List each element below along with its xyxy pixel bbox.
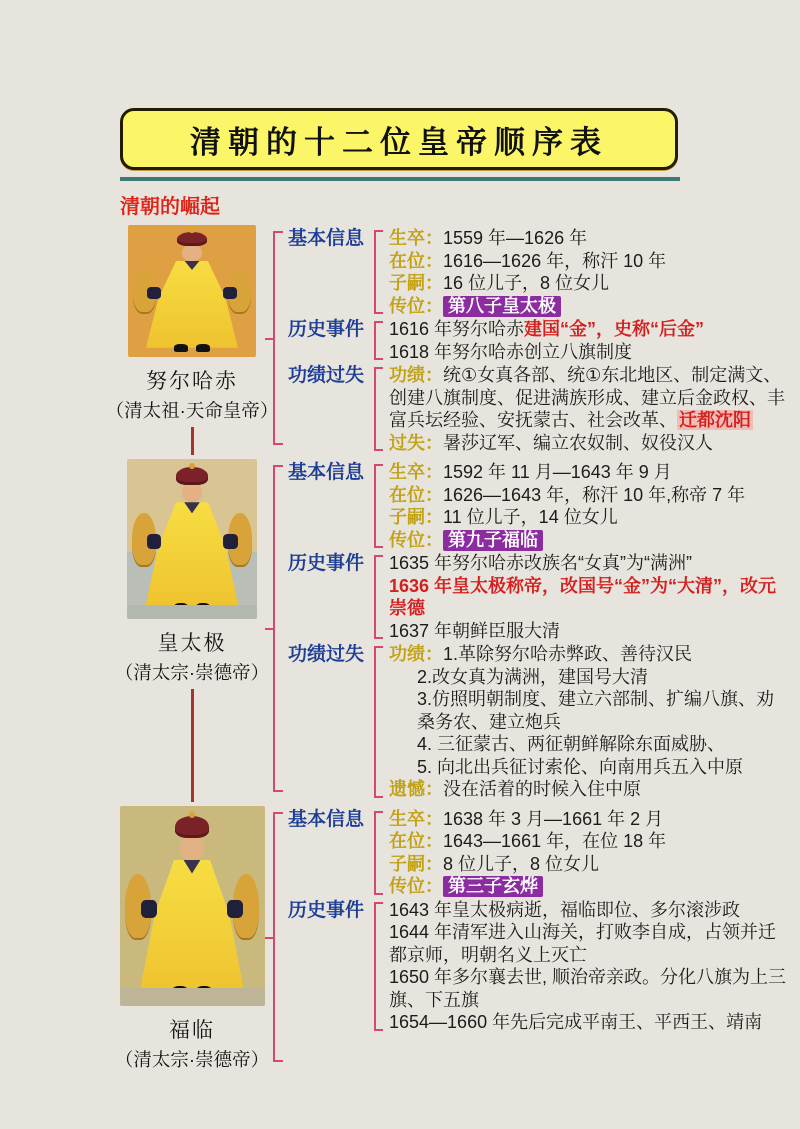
section-bracket [273,465,283,792]
portrait-finial [189,228,194,233]
row-sublabel: 子嗣： [389,507,443,527]
portrait-face [180,836,203,860]
group-label: 基本信息 [288,462,365,483]
text-segment: 2.改女真为满洲，建国号大清 [417,666,649,687]
emperor-content [268,806,800,1072]
section-bracket [273,812,283,1062]
info-row [389,808,787,831]
emperor-name: 福临 [169,1018,215,1042]
section-bracket [273,231,283,445]
info-row [389,461,787,484]
group-label: 基本信息 [288,228,365,249]
row-sublabel: 在位： [389,831,443,851]
info-row [389,552,787,575]
row-sublabel: 过失： [389,432,443,453]
group-bracket [374,646,383,798]
group-历史事件 [288,899,800,1034]
group-rows [389,552,787,642]
connector-line [191,689,194,802]
group-label: 功绩过失 [288,365,365,386]
emperor-section [116,806,800,1072]
portrait-robe [140,860,244,992]
row-sublabel: 功绩： [389,644,443,664]
text-segment: 4. 三征蒙古、两征朝鲜解除东面威胁、 [417,734,726,754]
portrait-robe [145,502,239,608]
emperor-portrait-nurhaci [128,225,256,357]
portrait-face [182,483,203,502]
group-bracket [374,321,383,360]
row-sublabel: 在位： [389,484,443,505]
row-sublabel: 在位： [389,250,443,271]
row-sublabel: 传位： [389,876,443,896]
text-segment: 统①女真各部、统①东北地区、制定满文、创建八旗制度、促进满族形成、建立后金政权、丰富兵坛经验、安抚蒙古、社会改革、 [389,365,785,430]
emperor-content [268,225,800,455]
portrait-cuff-right [223,287,237,299]
group-基本信息 [288,461,800,551]
info-row [389,620,787,643]
portrait-finial [189,811,195,818]
info-row [389,250,787,273]
text-segment: 第三子玄烨 [443,876,543,897]
title-divider [120,177,680,181]
row-sublabel: 生卒： [389,228,443,248]
portrait-hat [175,816,210,838]
emperor-section [116,459,800,802]
emperor-subtitle: （清太宗·崇德帝） [114,662,270,683]
row-sublabel: 生卒： [389,808,443,829]
emperor-list [0,225,800,1072]
group-rows [389,318,787,363]
text-segment: 1643—1661 年，在位 18 年 [443,831,667,851]
info-row [389,529,787,552]
group-rows [389,899,787,1034]
row-sublabel: 传位： [389,295,443,316]
info-row [389,688,787,733]
info-row [389,364,787,432]
portrait-cuff-right [223,534,237,548]
text-segment: 1637 年朝鲜臣服大清 [389,620,561,641]
emperor-subtitle: （清太祖·天命皇帝） [105,400,279,421]
info-row [389,484,787,507]
group-bracket [374,230,383,314]
text-segment: 1616 年努尔哈赤 [389,319,525,339]
portrait-base [120,988,265,1006]
text-segment: 1559 年—1626 年 [443,228,588,248]
portrait-robe [146,261,238,348]
group-bracket [374,811,383,895]
emperor-subtitle: （清太宗·崇德帝） [114,1048,270,1070]
row-sublabel: 遗憾： [389,779,443,799]
info-row [389,875,787,898]
text-segment: 1626—1643 年，称汗 10 年,称帝 7 年 [443,484,746,505]
text-segment: 1636 年皇太极称帝，改国号“金”为“大清”，改元崇德 [389,575,777,618]
text-segment: 迁都沈阳 [679,410,751,430]
text-segment: 第九子福临 [443,530,543,551]
group-bracket [374,555,383,639]
info-row [389,778,787,801]
info-row [389,666,787,689]
connector-line [191,427,194,455]
row-sublabel: 生卒： [389,462,443,482]
info-row [389,272,787,295]
emperor-name: 皇太极 [157,632,227,655]
emperor-section [105,225,800,455]
text-segment: 1616—1626 年，称汗 10 年 [443,250,667,271]
group-label: 历史事件 [288,899,365,921]
portrait-cuff-left [147,534,161,548]
info-row [389,295,787,318]
info-row [389,432,787,455]
portrait-hat [177,232,208,247]
group-功绩过失 [288,364,800,454]
info-row [389,1011,787,1034]
text-segment: 3.仿照明朝制度、建立六部制、扩编八旗、劝桑务农、建立炮兵 [417,689,775,732]
info-row [389,733,787,756]
portrait-cuff-left [141,900,157,918]
info-row [389,899,787,922]
text-segment: 1654—1660 年先后完成平南王、平西王、靖南 [389,1012,763,1032]
emperor-portrait-fulin [120,806,265,1006]
info-row [389,643,787,666]
portrait-base [127,605,257,619]
emperor-name: 努尔哈赤 [146,370,238,393]
group-历史事件 [288,552,800,642]
section-heading: 清朝的崛起 [120,196,220,218]
group-rows [389,461,787,551]
group-rows [389,808,787,898]
group-bracket [374,367,383,451]
info-row [389,756,787,779]
emperor-left-column [116,806,268,1072]
info-row [389,227,787,250]
text-segment: 建国“金”，史称“后金” [524,319,705,339]
info-row [389,966,787,1011]
group-功绩过失 [288,643,800,801]
text-segment: 1644 年清军进入山海关，打败李自成，占领并迁都京师，明朝名义上灭亡 [389,922,777,965]
text-segment: 1592 年 11 月—1643 年 9 月 [443,462,672,482]
text-segment: 1638 年 3 月—1661 年 2 月 [443,808,664,829]
group-label: 历史事件 [288,319,365,340]
group-基本信息 [288,808,800,898]
text-segment: 1.革除努尔哈赤弊政、善待汉民 [443,644,693,664]
info-row [389,853,787,876]
group-rows [389,643,787,801]
text-segment: 暑莎辽军、编立农奴制、奴役汉人 [443,432,713,453]
row-sublabel: 传位： [389,529,443,550]
info-row [389,830,787,853]
row-sublabel: 子嗣： [389,853,443,874]
text-segment: 第八子皇太极 [443,296,561,317]
info-row [389,506,787,529]
portrait-cuff-left [147,287,161,299]
page-title [120,108,678,170]
info-row [389,318,787,341]
emperor-left-column [116,459,268,802]
emperor-content [268,459,800,802]
text-segment: 16 位儿子，8 位女儿 [443,273,610,293]
emperor-left-column [105,225,279,455]
portrait-boot-left [174,344,188,352]
group-rows [389,227,787,317]
text-segment: 11 位儿子，14 位女儿 [443,507,618,527]
group-rows [389,364,787,454]
info-row [389,575,787,620]
text-segment: 8 位儿子，8 位女儿 [443,853,600,874]
text-segment: 1618 年努尔哈赤创立八旗制度 [389,341,633,362]
portrait-cuff-right [227,900,243,918]
group-label: 功绩过失 [288,644,365,665]
group-bracket [374,464,383,548]
portrait-finial [189,463,194,469]
info-row [389,341,787,364]
portrait-boot-right [196,344,210,352]
emperor-portrait-huangtaiji [127,459,257,619]
text-segment: 没在活着的时候入住中原 [443,779,641,799]
group-基本信息 [288,227,800,317]
row-sublabel: 子嗣： [389,273,443,293]
group-label: 基本信息 [288,808,365,830]
text-segment: 1643 年皇太极病逝，福临即位、多尔滚涉政 [389,899,741,920]
group-历史事件 [288,318,800,363]
portrait-face [182,245,202,261]
text-segment: 5. 向北出兵征讨索伦、向南用兵五入中原 [417,756,744,777]
portrait-hat [176,467,207,485]
info-row [389,921,787,966]
group-label: 历史事件 [288,553,365,574]
page-title-text: 清朝的十二位皇帝顺序表 [190,124,608,160]
row-sublabel: 功绩： [389,365,443,385]
group-bracket [374,902,383,1031]
text-segment: 1635 年努尔哈赤改族名“女真”为“满洲” [389,553,693,573]
text-segment: 1650 年多尔襄去世, 顺治帝亲政。分化八旗为上三旗、下五旗 [389,967,787,1010]
